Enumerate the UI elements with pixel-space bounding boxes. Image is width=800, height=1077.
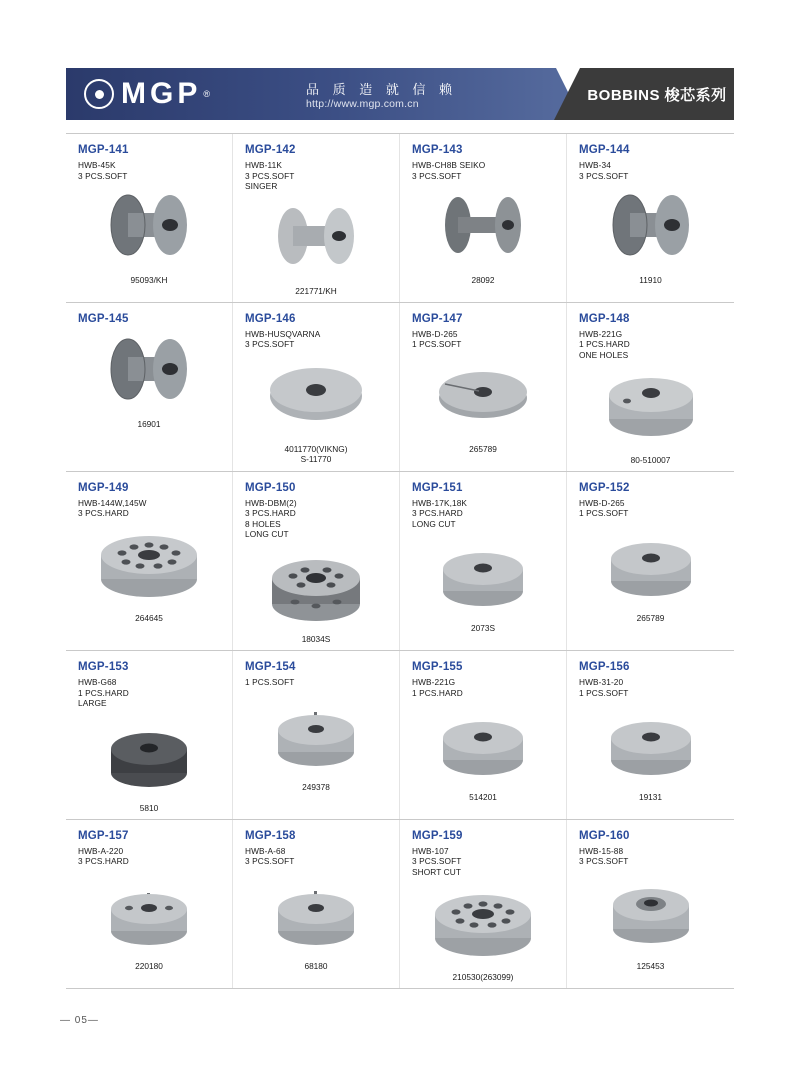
product-reference <box>66 613 232 623</box>
product-spec-line: HWB-G68 <box>78 676 117 687</box>
product-spec-line: HWB-221G <box>412 676 456 687</box>
bobbin-image <box>567 523 734 609</box>
product-reference-line: 68180 <box>304 960 328 971</box>
product-code: MGP-159 <box>412 829 463 842</box>
bobbin-image <box>66 329 232 415</box>
product-reference-line: 265789 <box>469 443 497 454</box>
product-spec-line: SINGER <box>245 181 278 192</box>
product-spec-line: 3 PCS.SOFT <box>245 856 295 867</box>
product-reference <box>233 634 399 644</box>
product-specs <box>412 160 566 181</box>
product-code: MGP-157 <box>78 829 129 842</box>
product-spec-line: 3 PCS.SOFT <box>412 170 462 181</box>
logo <box>84 77 210 111</box>
bobbin-image <box>66 713 232 799</box>
product-code: MGP-155 <box>412 660 463 673</box>
product-cell[interactable] <box>400 134 567 302</box>
product-reference-line: 125453 <box>636 960 665 971</box>
product-reference <box>66 961 232 971</box>
product-row <box>66 134 734 303</box>
product-spec-line: HWB-D-265 <box>412 328 458 339</box>
product-spec-line: HWB-31-20 <box>579 676 624 687</box>
product-code: MGP-150 <box>245 481 296 494</box>
product-reference-line: 264645 <box>135 612 163 623</box>
product-code: MGP-149 <box>78 481 129 494</box>
product-code: MGP-158 <box>245 829 296 842</box>
product-code: MGP-153 <box>78 660 129 673</box>
product-spec-line: HWB-A-68 <box>245 845 286 856</box>
product-code: MGP-151 <box>412 481 463 494</box>
product-spec-line: 1 PCS.HARD <box>412 687 463 698</box>
product-reference <box>567 613 734 623</box>
product-spec-line: HWB-A-220 <box>78 845 124 856</box>
product-code: MGP-144 <box>579 144 630 156</box>
product-reference-line: 2073S <box>471 623 495 634</box>
product-spec-line: HWB-HUSQVARNA <box>245 328 321 339</box>
product-spec-line: 1 PCS.HARD <box>78 687 129 698</box>
product-cell[interactable] <box>567 820 734 988</box>
product-spec-line: 3 PCS.SOFT <box>78 170 128 181</box>
product-specs <box>245 846 399 867</box>
product-reference <box>400 275 566 285</box>
product-reference <box>233 444 399 464</box>
product-spec-line: HWB-45K <box>78 160 116 170</box>
product-reference-line: 19131 <box>638 792 663 803</box>
product-spec-line: HWB-CH8B SEIKO <box>412 160 486 170</box>
product-reference-line: 221771/KH <box>295 285 337 296</box>
product-cell[interactable] <box>66 472 233 650</box>
product-cell[interactable] <box>400 472 567 650</box>
product-code: MGP-160 <box>579 829 630 842</box>
product-code: MGP-143 <box>412 144 463 156</box>
product-cell[interactable] <box>66 651 233 819</box>
product-spec-line: HWB-144W,145W <box>78 497 147 508</box>
product-code: MGP-145 <box>78 312 129 325</box>
product-spec-line: LONG CUT <box>245 529 289 540</box>
product-spec-line: 3 PCS.HARD <box>78 508 129 519</box>
product-code: MGP-142 <box>245 144 296 156</box>
product-spec-line: 1 PCS.SOFT <box>245 676 295 687</box>
product-cell[interactable] <box>233 472 400 650</box>
product-spec-line: SHORT CUT <box>412 866 461 877</box>
product-specs <box>579 160 734 181</box>
product-spec-line: LONG CUT <box>412 518 456 529</box>
product-row <box>66 651 734 820</box>
product-code: MGP-147 <box>412 312 463 325</box>
product-specs <box>78 498 232 519</box>
product-spec-line: HWB-DBM(2) <box>245 497 297 508</box>
product-cell[interactable] <box>66 820 233 988</box>
product-spec-line: HWB-34 <box>579 160 611 170</box>
product-cell[interactable] <box>233 820 400 988</box>
product-code: MGP-141 <box>78 144 129 156</box>
product-reference <box>567 792 734 802</box>
product-spec-line: 1 PCS.HARD <box>579 339 630 350</box>
product-row <box>66 820 734 989</box>
product-specs <box>78 677 232 709</box>
product-specs <box>412 329 566 350</box>
product-grid <box>66 133 734 989</box>
product-cell[interactable] <box>233 303 400 471</box>
product-reference <box>567 961 734 971</box>
product-spec-line: HWB-107 <box>412 845 449 856</box>
bobbin-image <box>400 354 566 440</box>
product-reference <box>66 275 232 285</box>
product-specs <box>412 677 566 698</box>
product-code: MGP-148 <box>579 312 630 325</box>
product-code: MGP-146 <box>245 312 296 325</box>
product-specs <box>78 160 232 181</box>
bobbin-image <box>567 185 734 271</box>
product-spec-line: 3 PCS.SOFT <box>245 170 295 181</box>
product-reference <box>400 623 566 633</box>
product-specs <box>245 160 399 192</box>
category-title: BOBBINS 梭芯系列 <box>587 86 727 104</box>
product-spec-line: 1 PCS.SOFT <box>579 508 629 519</box>
product-code: MGP-152 <box>579 481 630 494</box>
product-spec-line: HWB-17K,18K <box>412 497 468 508</box>
product-specs <box>245 498 399 540</box>
product-reference <box>567 275 734 285</box>
bobbin-image <box>66 871 232 957</box>
bobbin-image <box>233 544 399 630</box>
product-spec-line: 1 PCS.SOFT <box>412 339 462 350</box>
product-reference-line: 80-510007 <box>630 454 671 465</box>
product-reference <box>233 782 399 792</box>
bobbin-image <box>233 692 399 778</box>
product-code: MGP-154 <box>245 660 296 673</box>
category-banner <box>580 68 734 120</box>
product-spec-line: HWB-15-88 <box>579 845 624 856</box>
bobbin-image <box>233 196 399 282</box>
logo-ring-icon <box>84 79 114 109</box>
product-specs <box>579 846 734 867</box>
product-spec-line: HWB-11K <box>245 160 282 170</box>
product-reference-line: 16901 <box>137 418 161 429</box>
product-spec-line: 3 PCS.HARD <box>78 856 129 867</box>
bobbin-image <box>233 871 399 957</box>
product-spec-line: HWB-221G <box>579 328 623 339</box>
product-reference-line: 5810 <box>139 802 159 813</box>
product-reference-line: 220180 <box>135 960 163 971</box>
product-cell[interactable] <box>66 303 233 471</box>
product-cell[interactable] <box>400 651 567 819</box>
brand-banner <box>66 68 556 120</box>
bobbin-image <box>567 871 734 957</box>
product-row <box>66 303 734 472</box>
bobbin-image <box>400 702 566 788</box>
product-spec-line: 3 PCS.SOFT <box>412 856 462 867</box>
product-spec-line: 3 PCS.HARD <box>412 508 463 519</box>
page-number: — 05— <box>60 1015 99 1026</box>
product-cell[interactable] <box>233 134 400 302</box>
page-header <box>66 68 734 120</box>
product-specs <box>245 677 399 688</box>
registered-mark: ® <box>203 89 210 99</box>
product-spec-line: 3 PCS.SOFT <box>245 339 295 350</box>
product-specs <box>412 498 566 530</box>
product-cell[interactable] <box>567 134 734 302</box>
brand-slogan: 品 质 造 就 信 赖 <box>306 82 458 97</box>
bobbin-image <box>66 523 232 609</box>
product-cell[interactable] <box>567 651 734 819</box>
product-cell[interactable] <box>233 651 400 819</box>
bobbin-image <box>400 533 566 619</box>
product-spec-line: 3 PCS.SOFT <box>579 856 629 867</box>
product-reference <box>66 803 232 813</box>
product-reference-line: 514201 <box>469 792 497 803</box>
product-reference <box>567 455 734 465</box>
product-reference <box>400 444 566 454</box>
product-spec-line: LARGE <box>78 698 107 709</box>
product-reference <box>400 792 566 802</box>
bobbin-image <box>400 882 566 968</box>
product-specs <box>579 329 734 361</box>
product-spec-line: 1 PCS.SOFT <box>579 687 629 698</box>
product-row <box>66 472 734 651</box>
product-reference-line: 28092 <box>471 275 495 286</box>
product-reference-line: 249378 <box>302 781 330 792</box>
product-specs <box>579 498 734 519</box>
product-reference-line: 4011770(VIKNG) <box>284 443 348 454</box>
product-specs <box>245 329 399 350</box>
bobbin-image <box>567 702 734 788</box>
product-reference <box>400 972 566 982</box>
product-spec-line: 3 PCS.SOFT <box>579 170 629 181</box>
product-specs <box>78 846 232 867</box>
product-spec-line: 3 PCS.HARD <box>245 508 296 519</box>
product-reference <box>233 286 399 296</box>
product-cell[interactable] <box>400 303 567 471</box>
product-cell[interactable] <box>567 472 734 650</box>
product-code: MGP-156 <box>579 660 630 673</box>
product-reference <box>66 419 232 429</box>
bobbin-image <box>66 185 232 271</box>
product-reference-line: S-11770 <box>300 453 332 464</box>
brand-url[interactable]: http://www.mgp.com.cn <box>306 98 419 110</box>
bobbin-image <box>400 185 566 271</box>
product-reference <box>233 961 399 971</box>
product-reference-line: 11910 <box>639 275 662 286</box>
brand-name: MGP <box>121 77 202 110</box>
product-cell[interactable] <box>66 134 233 302</box>
product-spec-line: HWB-D-265 <box>579 497 625 508</box>
product-specs <box>412 846 566 878</box>
product-spec-line: ONE HOLES <box>579 349 629 360</box>
product-cell[interactable] <box>567 303 734 471</box>
product-reference-line: 265789 <box>636 612 665 623</box>
product-reference-line: 18034S <box>301 633 331 644</box>
bobbin-image <box>567 365 734 451</box>
product-spec-line: 8 HOLES <box>245 518 281 529</box>
product-specs <box>579 677 734 698</box>
bobbin-image <box>233 354 399 440</box>
product-cell[interactable] <box>400 820 567 988</box>
product-reference-line: 95093/KH <box>130 275 168 286</box>
product-reference-line: 210530(263099) <box>452 971 514 982</box>
